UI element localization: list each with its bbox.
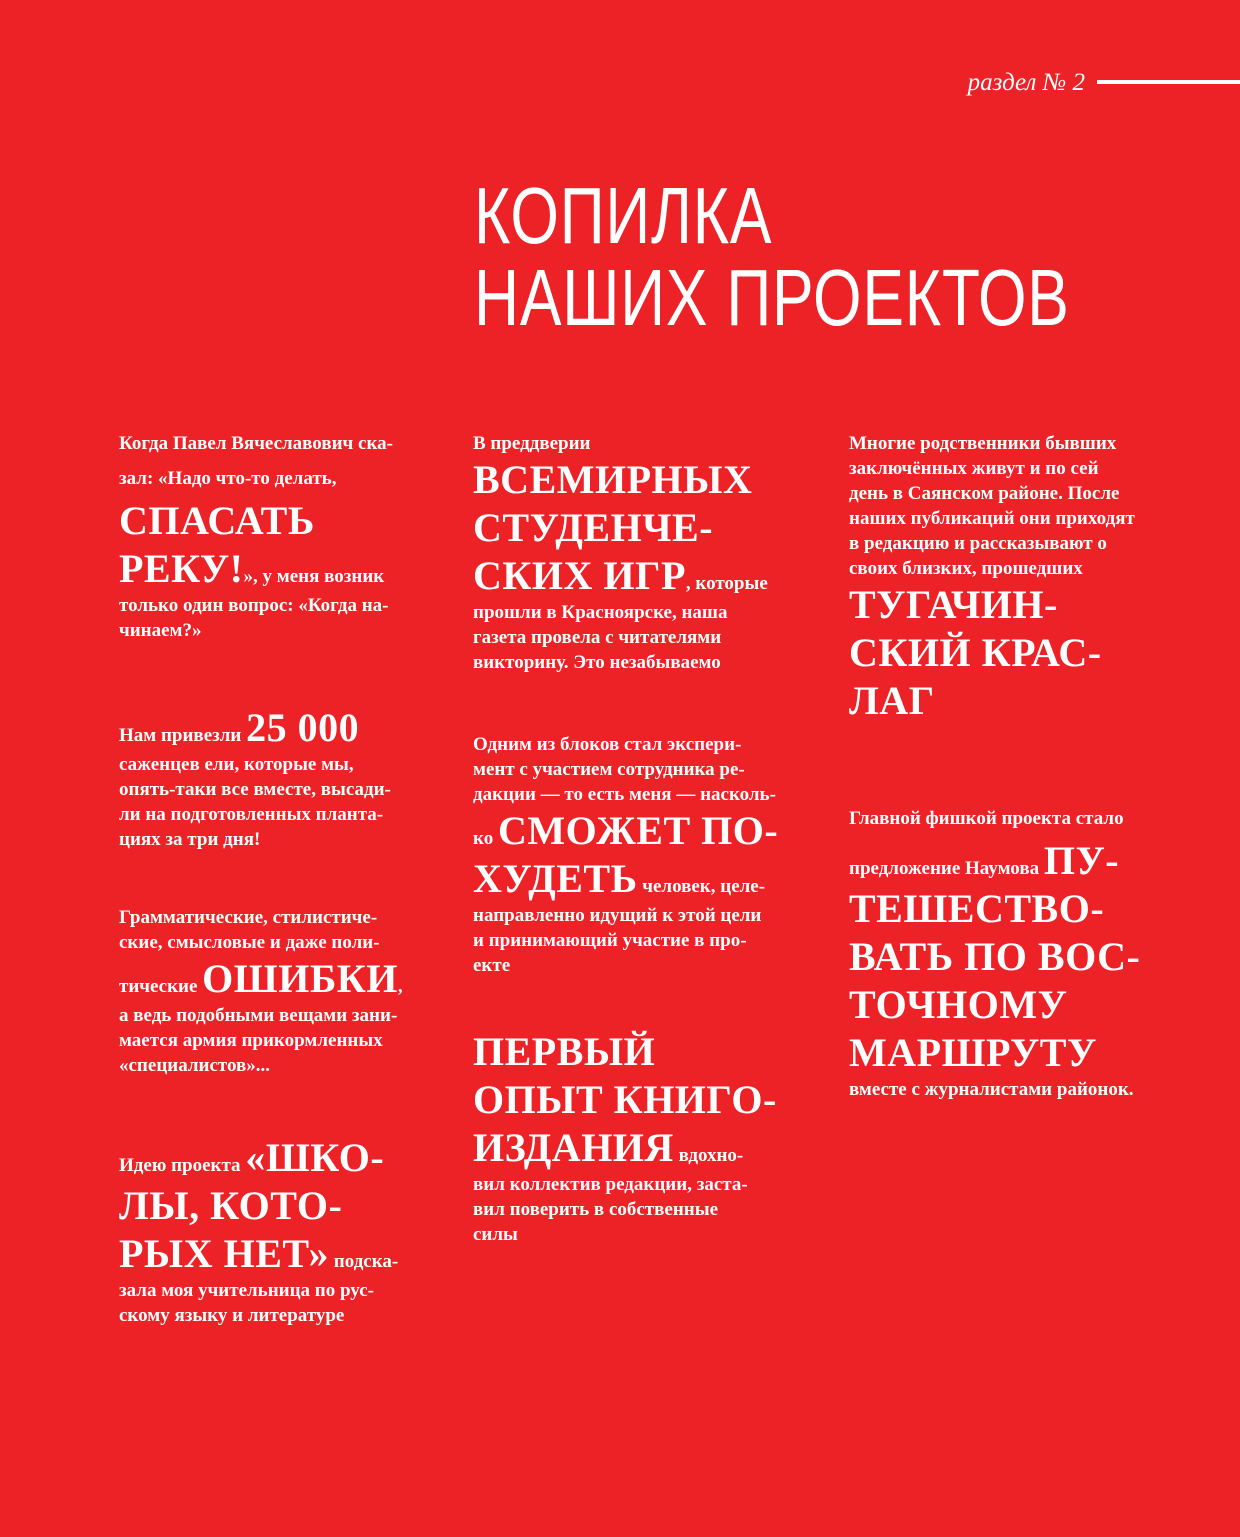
quote-student-games: В преддверии ВСЕМИРНЫХ СТУДЕНЧЕ- СКИХ ИГР, которые прошли в Красноярске, наша газета провела с читателями викторину. Это незабываемо [473,433,768,673]
title-line-2: НАШИХ ПРОЕКТОВ [474,253,1070,342]
quote-seedlings: Нам привезли 25 000 саженцев ели, которые мы, опять-таки все вместе, высади- ли на подготовленных планта- циях за три дня! [119,705,391,850]
section-label: раздел № 2 [967,69,1085,96]
quote-book-publishing: ПЕРВЫЙ ОПЫТ КНИГО- ИЗДАНИЯ вдохно- вил коллектив редакции, заста- вил поверить в собственные силы [473,1029,777,1245]
header-rule [1097,80,1240,84]
quote-kraslag: Многие родственники бывших заключённых живут и по сей день в Саянском районе. После наших публикаций они приходят в редакцию и рассказывают о своих близких, прошедших ТУГАЧИН- СКИЙ КРАС- ЛАГ [849,433,1135,723]
quote-schools: Идею проекта «ШКО- ЛЫ, КОТО- РЫХ НЕТ» подска- зала моя учительница по рус- скому языку и литературе [119,1135,399,1326]
page-title [474,171,1070,342]
quote-errors: Грамматические, стилистиче- ские, смысловые и даже поли- тические ОШИБКИ, а ведь подобными вещами зани- мается армия прикормленных «специалистов»... [119,907,403,1076]
quote-travel-route: Главной фишкой проекта стало предложение Наумова ПУ- ТЕШЕСТВО- ВАТЬ ПО ВОС- ТОЧНОМУ МАРШРУТУ вместе с журналистами районок. [849,808,1141,1100]
quote-lose-weight: Одним из блоков стал экспери- мент с участием сотрудника ре- дакции — то есть меня — насколь- ко СМОЖЕТ ПО- ХУДЕТЬ человек, целе- направленно идущий к этой цели и принимающий участие в про- екте [473,734,779,976]
title-line-1: КОПИЛКА [474,171,773,260]
quote-save-river: Когда Павел Вячеславович ска- зал: «Надо что-то делать, СПАСАТЬ РЕКУ!», у меня возник только один вопрос: «Когда на- чинаем?» [119,433,393,641]
